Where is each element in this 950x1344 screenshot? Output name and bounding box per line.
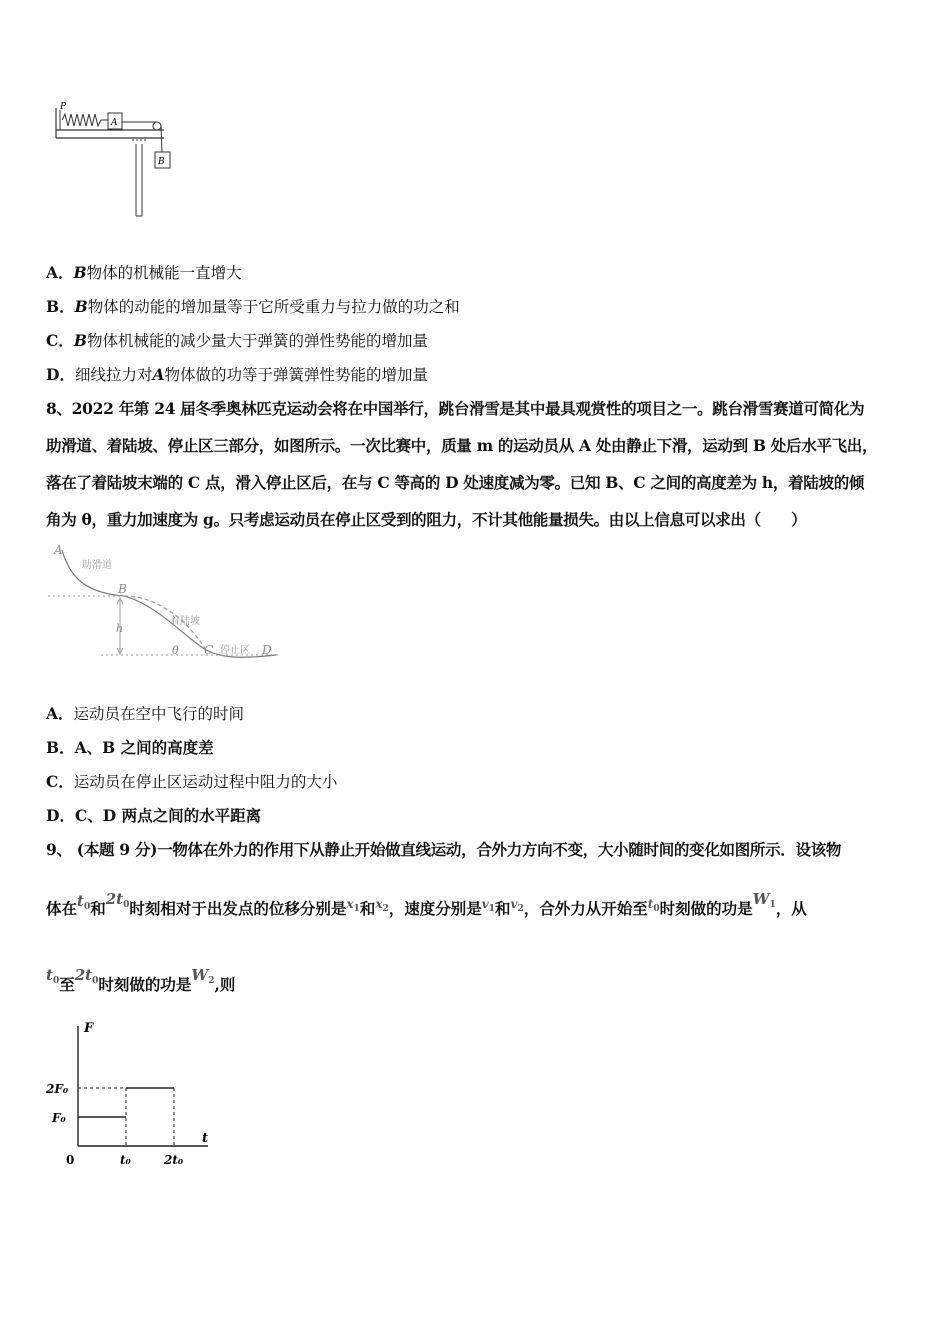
math-t0: $t_0$ (77, 892, 91, 912)
x-axis-label: t (202, 1131, 209, 1146)
spring-block-figure (52, 100, 182, 220)
math-x2: x2 (375, 897, 389, 914)
origin-label: 0 (66, 1153, 75, 1167)
force-time-chart (40, 1018, 230, 1178)
math-v2: v2 (510, 897, 524, 914)
ski-label-zhuoluopo: 着陆坡 (170, 616, 200, 627)
ski-label-tingzhiqu: 停止区 (220, 645, 250, 656)
q7-option-c[interactable]: C．B物体机械能的减少量大于弹簧的弹性势能的增加量 (46, 331, 428, 350)
ski-label-b: B (118, 582, 127, 596)
q8-option-a[interactable]: A．运动员在空中飞行的时间 (46, 704, 245, 723)
label-p: P (60, 102, 67, 112)
ski-jump-figure (46, 538, 286, 668)
math-t0b: t0 (647, 897, 660, 914)
ski-label-d: D (262, 643, 272, 657)
q9-line-1: 9、 (本题 9 分)一物体在外力的作用下从静止开始做直线运动，合外力方向不变，大小随时间的变化如图所示．设该物 (46, 840, 842, 859)
ski-label-theta: θ (172, 644, 179, 657)
ski-label-c: C (204, 643, 214, 657)
math-2t0-c: $2t_0$ (74, 966, 99, 986)
math-w2: $W_2$ (191, 966, 215, 986)
y-tick-2f0: 2F₀ (46, 1082, 69, 1096)
q7-option-a[interactable]: A．B物体的机械能一直增大 (46, 263, 242, 282)
math-w1: $W_1$ (752, 890, 776, 910)
q8-option-c[interactable]: C．运动员在停止区运动过程中阻力的大小 (46, 772, 338, 791)
label-b: B (158, 157, 165, 167)
q9-line-3: $t_0$至$2t_0$时刻做的功是$W_2$,则 (46, 966, 236, 994)
ski-label-zhuhuadao: 助滑道 (82, 560, 112, 571)
q8-line-1: 8、2022 年第 24 届冬季奥林匹克运动会将在中国举行，跳台滑雪是其中最具观赏性的项目之一。跳台滑雪赛道可简化为 (46, 399, 865, 418)
x-tick-2t0: 2t₀ (164, 1153, 184, 1167)
q7-option-b[interactable]: B．B物体的动能的增加量等于它所受重力与拉力做的功之和 (46, 297, 460, 316)
q8-line-4: 角为 θ，重力加速度为 g。只考虑运动员在停止区受到的阻力，不计其他能量损失。由以上信息可以求出（ ） (46, 510, 807, 529)
math-v1: v1 (481, 897, 496, 914)
q8-option-d[interactable]: D．C、D 两点之间的水平距离 (46, 806, 262, 825)
q9-line-2: 体在$t_0$和$2t_0$时刻相对于出发点的位移分别是$^{x_1}$和$^{x_2}$，速度分别是$^{v_1}$和$^{v_2}$，合外力从开始至$^{t_0}$时刻做的功是$W_1$，从 (46, 890, 807, 918)
q7-option-d[interactable]: D．细线拉力对A物体做的功等于弹簧弹性势能的增加量 (46, 365, 429, 384)
math-t0-c: $t_0$ (46, 966, 60, 986)
y-axis-label: F (84, 1021, 94, 1036)
ski-label-a: A (54, 543, 63, 557)
q8-line-2: 助滑道、着陆坡、停止区三部分，如图所示。一次比赛中，质量 m 的运动员从 A 处由静止下滑，运动到 B 处后水平飞出， (46, 436, 878, 455)
math-x1: x1 (346, 897, 360, 914)
label-a: A (111, 118, 118, 128)
q8-line-3: 落在了着陆坡末端的 C 点，滑入停止区后，在与 C 等高的 D 处速度减为零。已知 B、C 之间的高度差为 h，着陆坡的倾 (46, 473, 865, 492)
y-tick-f0: F₀ (52, 1111, 66, 1125)
q8-option-b[interactable]: B．A、B 之间的高度差 (46, 738, 214, 757)
math-2t0: $2t_0$ (105, 890, 130, 910)
x-tick-t0: t₀ (120, 1153, 131, 1167)
ski-label-h: h (116, 622, 124, 635)
